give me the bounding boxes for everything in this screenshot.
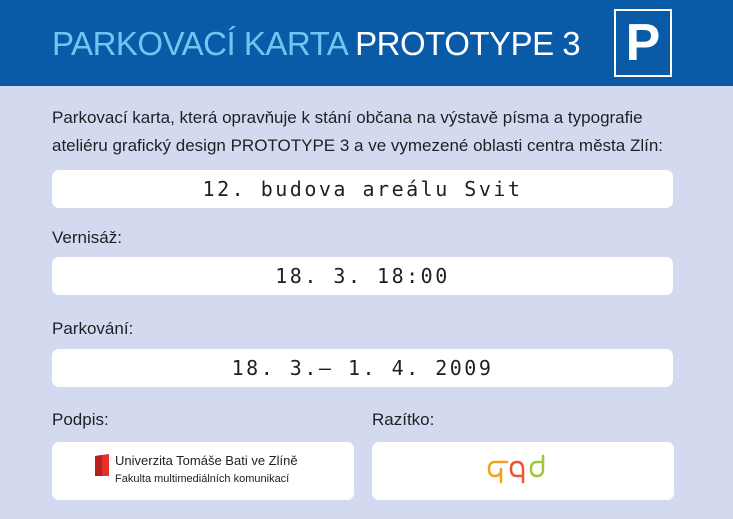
title-part-2: PROTOTYPE 3 (355, 25, 581, 62)
university-emblem-icon (95, 454, 109, 476)
intro-text (52, 104, 692, 160)
title-part-1: PARKOVACÍ KARTA (52, 25, 347, 62)
opening-field: 18. 3. 18:00 (52, 257, 673, 295)
header-bar (0, 0, 733, 86)
faculty-name: Fakulta multimediálních komunikací (115, 473, 290, 485)
card-title (52, 24, 580, 64)
parking-label: Parkování: (52, 319, 134, 338)
signature-label: Podpis: (52, 410, 109, 429)
opening-label: Vernisáž: (52, 228, 122, 247)
intro-line-2: ateliéru grafický design PROTOTYPE 3 a ve vymezené oblasti centra města Zlín: (52, 136, 664, 155)
parking-sign-icon: P (614, 9, 672, 77)
location-field: 12. budova areálu Svit (52, 170, 673, 208)
aqd-logo-icon (485, 452, 561, 488)
intro-line-1: Parkovací karta, která opravňuje k stání občana na výstavě písma a typografie (52, 108, 643, 127)
stamp-label: Razítko: (372, 410, 435, 429)
university-name: Univerzita Tomáše Bati ve Zlíně (115, 453, 298, 468)
university-logo (95, 452, 298, 488)
parking-field: 18. 3.– 1. 4. 2009 (52, 349, 673, 387)
